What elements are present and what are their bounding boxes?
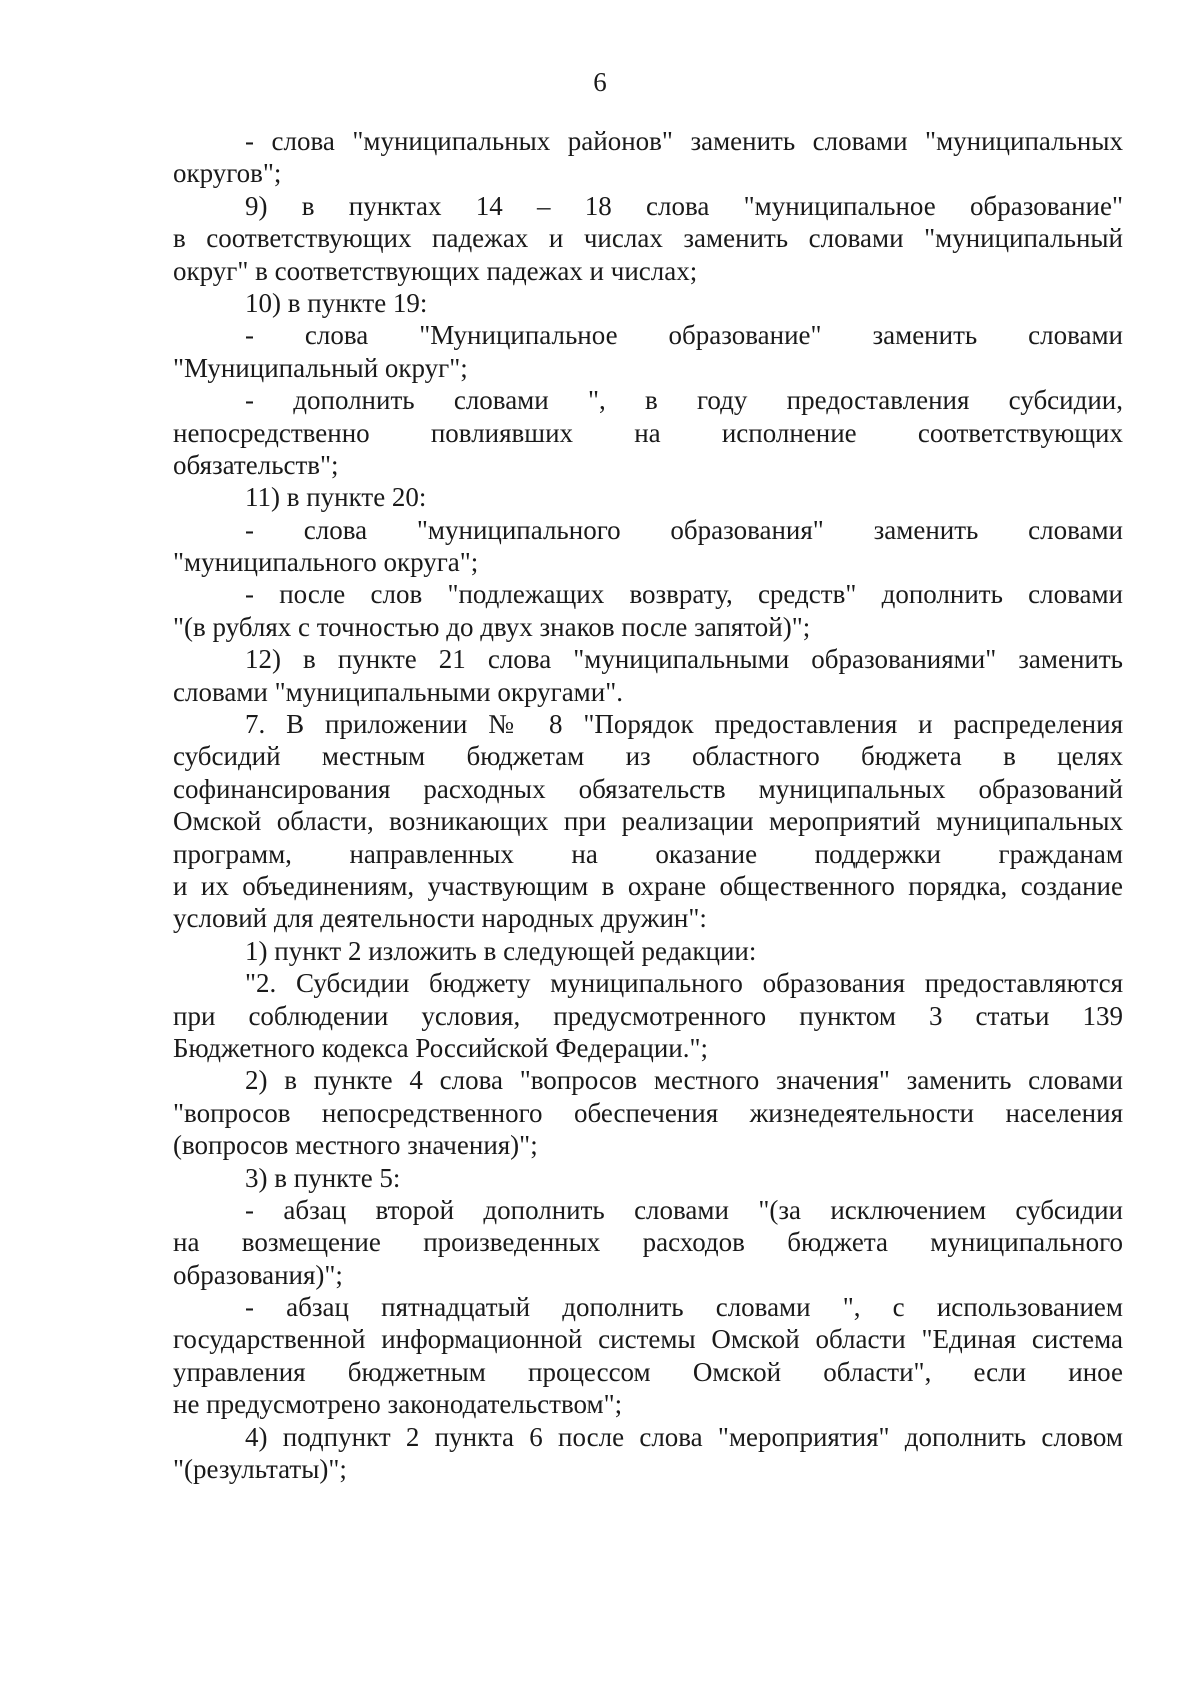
text-line: условий для деятельности народных дружин":	[173, 903, 707, 934]
text-line: "(в рублях с точностью до двух знаков после запятой)";	[173, 611, 811, 642]
text-line: в соответствующих падежах и числах заменить словами "муниципальный	[173, 223, 1123, 254]
text-line: - слова "муниципальных районов" заменить словами "муниципальных	[245, 126, 1123, 156]
text-line: 9) в пунктах 14 – 18 слова "муниципальное образование"	[245, 190, 1123, 221]
text-line: - дополнить словами ", в году предоставления субсидии,	[245, 385, 1123, 416]
text-line: - после слов "подлежащих возврату, средств" дополнить словами	[245, 579, 1123, 610]
text-line: округ" в соответствующих падежах и числах;	[173, 255, 698, 286]
text-line: Омской области, возникающих при реализации мероприятий муниципальных	[173, 806, 1123, 837]
page-number: 6	[593, 67, 607, 97]
text-line: округов";	[173, 158, 282, 189]
text-line: управления бюджетным процессом Омской области", если иное	[173, 1356, 1123, 1387]
text-line: образования)";	[173, 1259, 343, 1290]
text-line: 2) в пункте 4 слова "вопросов местного значения" заменить словами	[245, 1065, 1123, 1096]
text-line: - абзац второй дополнить словами "(за исключением субсидии	[245, 1194, 1123, 1225]
text-line: субсидий местным бюджетам из областного бюджета в целях	[173, 741, 1123, 772]
document-body	[173, 125, 1123, 1485]
text-line: "(результаты)";	[173, 1454, 347, 1485]
text-line: программ, направленных на оказание поддержки гражданам	[173, 838, 1123, 869]
text-line: на возмещение произведенных расходов бюджета муниципального	[173, 1227, 1123, 1258]
text-line: непосредственно повлиявших на исполнение соответствующих	[173, 417, 1123, 448]
text-line: и их объединениям, участвующим в охране общественного порядка, создание	[173, 870, 1123, 901]
text-line: при соблюдении условия, предусмотренного пунктом 3 статьи 139	[173, 1000, 1123, 1031]
text-line: 3) в пункте 5:	[245, 1162, 401, 1193]
text-line: Бюджетного кодекса Российской Федерации.";	[173, 1032, 709, 1063]
text-line: 7. В приложении № 8 "Порядок предоставления и распределения	[245, 709, 1123, 740]
text-line: 12) в пункте 21 слова "муниципальными образованиями" заменить	[245, 644, 1123, 675]
text-line: софинансирования расходных обязательств муниципальных образований	[173, 773, 1123, 804]
text-line: 11) в пункте 20:	[245, 482, 427, 513]
text-line: 10) в пункте 19:	[245, 287, 428, 318]
text-line: "2. Субсидии бюджету муниципального образования предоставляются	[245, 968, 1123, 999]
text-line: обязательств";	[173, 449, 339, 480]
text-line: (вопросов местного значения)";	[173, 1130, 538, 1161]
text-line: 4) подпункт 2 пункта 6 после слова "мероприятия" дополнить словом	[245, 1421, 1123, 1452]
text-line: - слова "муниципального образования" заменить словами	[245, 514, 1123, 545]
text-line: "муниципального округа";	[173, 547, 479, 578]
text-line: 1) пункт 2 изложить в следующей редакции:	[245, 935, 757, 966]
text-line: - абзац пятнадцатый дополнить словами ", с использованием	[245, 1292, 1123, 1323]
text-line: государственной информационной системы Омской области "Единая система	[173, 1324, 1123, 1355]
text-line: "вопросов непосредственного обеспечения жизнедеятельности населения	[173, 1097, 1123, 1128]
text-line: - слова "Муниципальное образование" заменить словами	[245, 320, 1123, 351]
text-line: словами "муниципальными округами".	[173, 676, 623, 707]
text-line: не предусмотрено законодательством";	[173, 1389, 623, 1420]
text-line: "Муниципальный округ";	[173, 352, 468, 383]
